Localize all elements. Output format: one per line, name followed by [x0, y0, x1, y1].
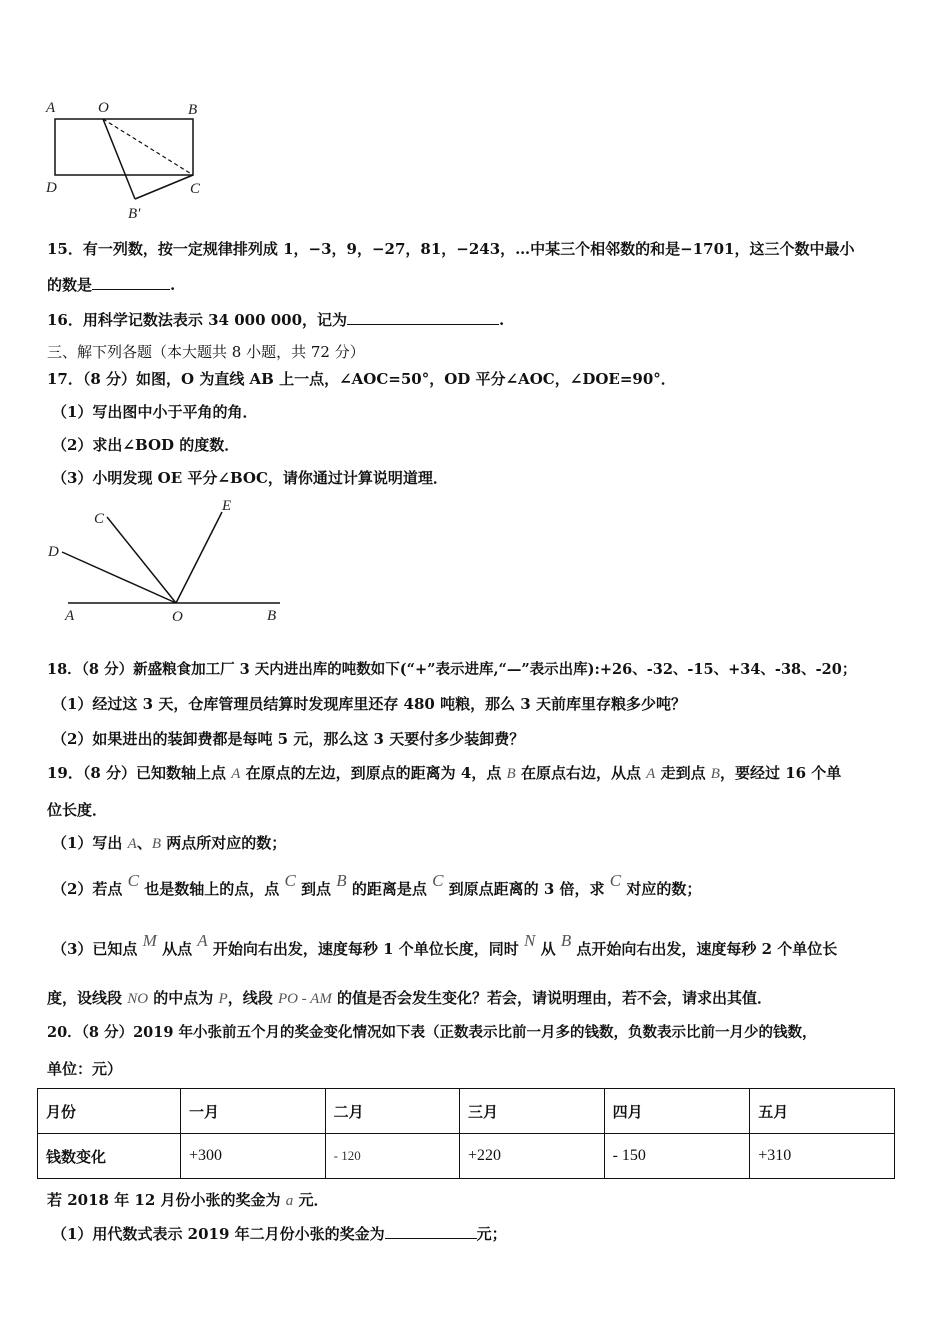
table-cell: 钱数变化 — [38, 1134, 181, 1179]
q19-p3-text-4: 从 — [535, 940, 561, 958]
q19-p1-text-2: 、 — [136, 834, 152, 852]
fig14-diagram — [40, 95, 220, 225]
bonus-table-data-row — [38, 1134, 895, 1179]
q19-p1-var-a: A — [127, 836, 137, 852]
q20-stem-line2: 单位：元） — [47, 1060, 123, 1078]
q19-text-5: ，要经过 16 个单 — [719, 764, 842, 782]
q19-p3-text-8: ，线段 — [227, 989, 278, 1007]
q19-text-4: 走到点 — [655, 764, 711, 782]
q16-end: . — [499, 311, 505, 329]
fig17-ray-oe — [176, 512, 222, 603]
fig14-label-o: O — [98, 100, 109, 116]
q20-part1 — [52, 1223, 507, 1244]
q19-p1-var-b: B — [151, 836, 162, 852]
q19-p3-text-9: 的值是否会发生变化？若会，请说明理由，若不会，请求出其值． — [331, 989, 773, 1007]
table-header-cell: 一月 — [181, 1089, 326, 1134]
q16-text: 16．用科学记数法表示 34 000 000，记为 — [47, 311, 348, 329]
fig17-label-c: C — [94, 511, 105, 527]
fig17-label-a: A — [65, 608, 75, 624]
q19-p3-var-a: A — [197, 931, 208, 950]
table-header-cell: 五月 — [750, 1089, 895, 1134]
fig14-label-b: B — [188, 102, 198, 118]
bonus-table-header-row — [38, 1089, 895, 1134]
table-cell: +300 — [181, 1134, 326, 1179]
q20-p1-text: （1）用代数式表示 2019 年二月份小张的奖金为 — [52, 1225, 385, 1243]
q19-p2-var-c-3: C — [432, 871, 444, 890]
q19-p2-var-c-4: C — [609, 871, 622, 890]
table-header-cell: 二月 — [325, 1089, 459, 1134]
q19-p2-text-4: 的距离是点 — [346, 880, 433, 898]
q19-p3-var-p: P — [218, 991, 228, 1007]
q18-part2: （2）如果进出的装卸费都是每吨 5 元，那么这 3 天要付多少装卸费？ — [52, 730, 525, 748]
fig14-label-bprime: B′ — [128, 206, 141, 222]
fig14-segment-ob — [103, 119, 135, 199]
table-header-cell: 月份 — [38, 1089, 181, 1134]
q19-p3-text-5: 点开始向右出发，速度每秒 2 个单位长 — [571, 940, 838, 958]
fig14-label-d: D — [46, 180, 57, 196]
q19-p3-text-6: 度，设线段 — [47, 989, 128, 1007]
q19-p3-var-n: N — [524, 931, 536, 950]
q19-p1-text-1: （1）写出 — [52, 834, 128, 852]
q19-stem-line1 — [47, 762, 841, 783]
q17-part3: （3）小明发现 OE 平分∠BOC，请你通过计算说明道理． — [52, 469, 448, 487]
q15-answer-blank[interactable] — [92, 276, 170, 290]
q15-line2 — [47, 274, 175, 295]
q20-after-text-1: 若 2018 年 12 月份小张的奖金为 — [47, 1191, 286, 1209]
q19-var-a: A — [231, 766, 241, 782]
q19-p3-expr: PO - AM — [277, 991, 332, 1007]
q17-part1: （1）写出图中小于平角的角． — [52, 403, 258, 421]
q15-line2-end: . — [170, 276, 176, 294]
q18-part1: （1）经过这 3 天，仓库管理员结算时发现库里还存 480 吨粮，那么 3 天前库里存粮多少吨？ — [52, 695, 686, 713]
q19-text-1: 19．（8 分）已知数轴上点 — [47, 764, 232, 782]
q19-p1-text-3: 两点所对应的数； — [161, 834, 287, 852]
q19-part2 — [52, 871, 702, 899]
q19-p2-text-1: （2）若点 — [52, 880, 128, 898]
table-cell: - 120 — [325, 1134, 459, 1179]
q19-part3-line1 — [52, 931, 838, 959]
table-header-cell: 四月 — [604, 1089, 750, 1134]
q19-text-2: 在原点的左边，到原点的距离为 4，点 — [240, 764, 507, 782]
q19-var-b: B — [506, 766, 516, 782]
q19-p3-var-b: B — [560, 931, 572, 950]
q20-after-text-2: 元． — [293, 1191, 329, 1209]
q19-p2-var-c: C — [127, 871, 140, 890]
q20-p1-end: 元； — [476, 1225, 507, 1243]
table-cell: +220 — [459, 1134, 604, 1179]
q16-line — [47, 309, 504, 330]
q19-text-3: 在原点右边，从点 — [515, 764, 647, 782]
bonus-table — [37, 1088, 895, 1179]
fig14-fold-line-oc — [103, 119, 193, 175]
q15-line2-text: 的数是 — [47, 276, 93, 294]
fig14-label-c: C — [190, 181, 201, 197]
q19-p2-text-6: 对应的数； — [621, 880, 702, 898]
q20-var-a: a — [285, 1193, 294, 1209]
q19-stem-line2: 位长度． — [47, 801, 108, 819]
q19-p3-text-2: 从点 — [156, 940, 198, 958]
fig14-rectangle — [55, 119, 193, 175]
q20-answer-blank[interactable] — [385, 1225, 477, 1239]
q19-p2-text-3: 到点 — [295, 880, 337, 898]
fig17-label-o: O — [172, 609, 183, 625]
q19-p2-var-b: B — [336, 871, 347, 890]
section3-heading: 三、解下列各题（本大题共 8 小题，共 72 分） — [47, 343, 365, 361]
table-cell: +310 — [750, 1134, 895, 1179]
q19-p3-var-no: NO — [127, 991, 149, 1007]
q19-p3-text-1: （3）已知点 — [52, 940, 143, 958]
q16-answer-blank[interactable] — [347, 311, 499, 325]
q19-p3-var-m: M — [142, 931, 157, 950]
fig17-label-b: B — [267, 608, 277, 624]
fig17-label-e: E — [222, 498, 232, 514]
fig17-ray-oc — [107, 517, 176, 603]
q19-p2-text-5: 到原点距离的 3 倍，求 — [443, 880, 610, 898]
fig14-label-a: A — [46, 100, 56, 116]
q19-p2-var-c-2: C — [284, 871, 296, 890]
fig14-segment-bc — [135, 175, 193, 199]
table-header-cell: 三月 — [459, 1089, 604, 1134]
q19-part1 — [52, 832, 286, 853]
q19-var-b-2: B — [710, 766, 720, 782]
q19-p3-text-7: 的中点为 — [148, 989, 219, 1007]
fig17-diagram — [40, 492, 290, 627]
q15-line1: 15．有一列数，按一定规律排列成 1，−3，9，−27，81，−243，…中某三个相邻数的和是−1701，这三个数中最小 — [47, 240, 855, 258]
q17-part2: （2）求出∠BOD 的度数． — [52, 436, 240, 454]
fig17-ray-od — [62, 552, 176, 603]
q19-p2-text-2: 也是数轴上的点，点 — [139, 880, 285, 898]
table-cell: - 150 — [604, 1134, 750, 1179]
q20-stem-line1: 20．（8 分）2019 年小张前五个月的奖金变化情况如下表（正数表示比前一月多的钱数，负数表示比前一月少的钱数， — [47, 1024, 817, 1041]
q19-p3-text-3: 开始向右出发，速度每秒 1 个单位长度，同时 — [207, 940, 525, 958]
q17-stem: 17．（8 分）如图，O 为直线 AB 上一点，∠AOC=50°，OD 平分∠AOC，∠DOE=90°． — [47, 370, 676, 388]
q19-var-a-2: A — [646, 766, 656, 782]
q20-after-table — [47, 1189, 328, 1210]
q18-stem: 18．（8 分）新盛粮食加工厂 3 天内进出库的吨数如下(“+”表示进库,“—”表示出库):+26、-32、-15、+34、-38、-20； — [47, 661, 857, 678]
q19-part3-line2 — [47, 987, 772, 1008]
fig17-label-d: D — [48, 544, 59, 560]
